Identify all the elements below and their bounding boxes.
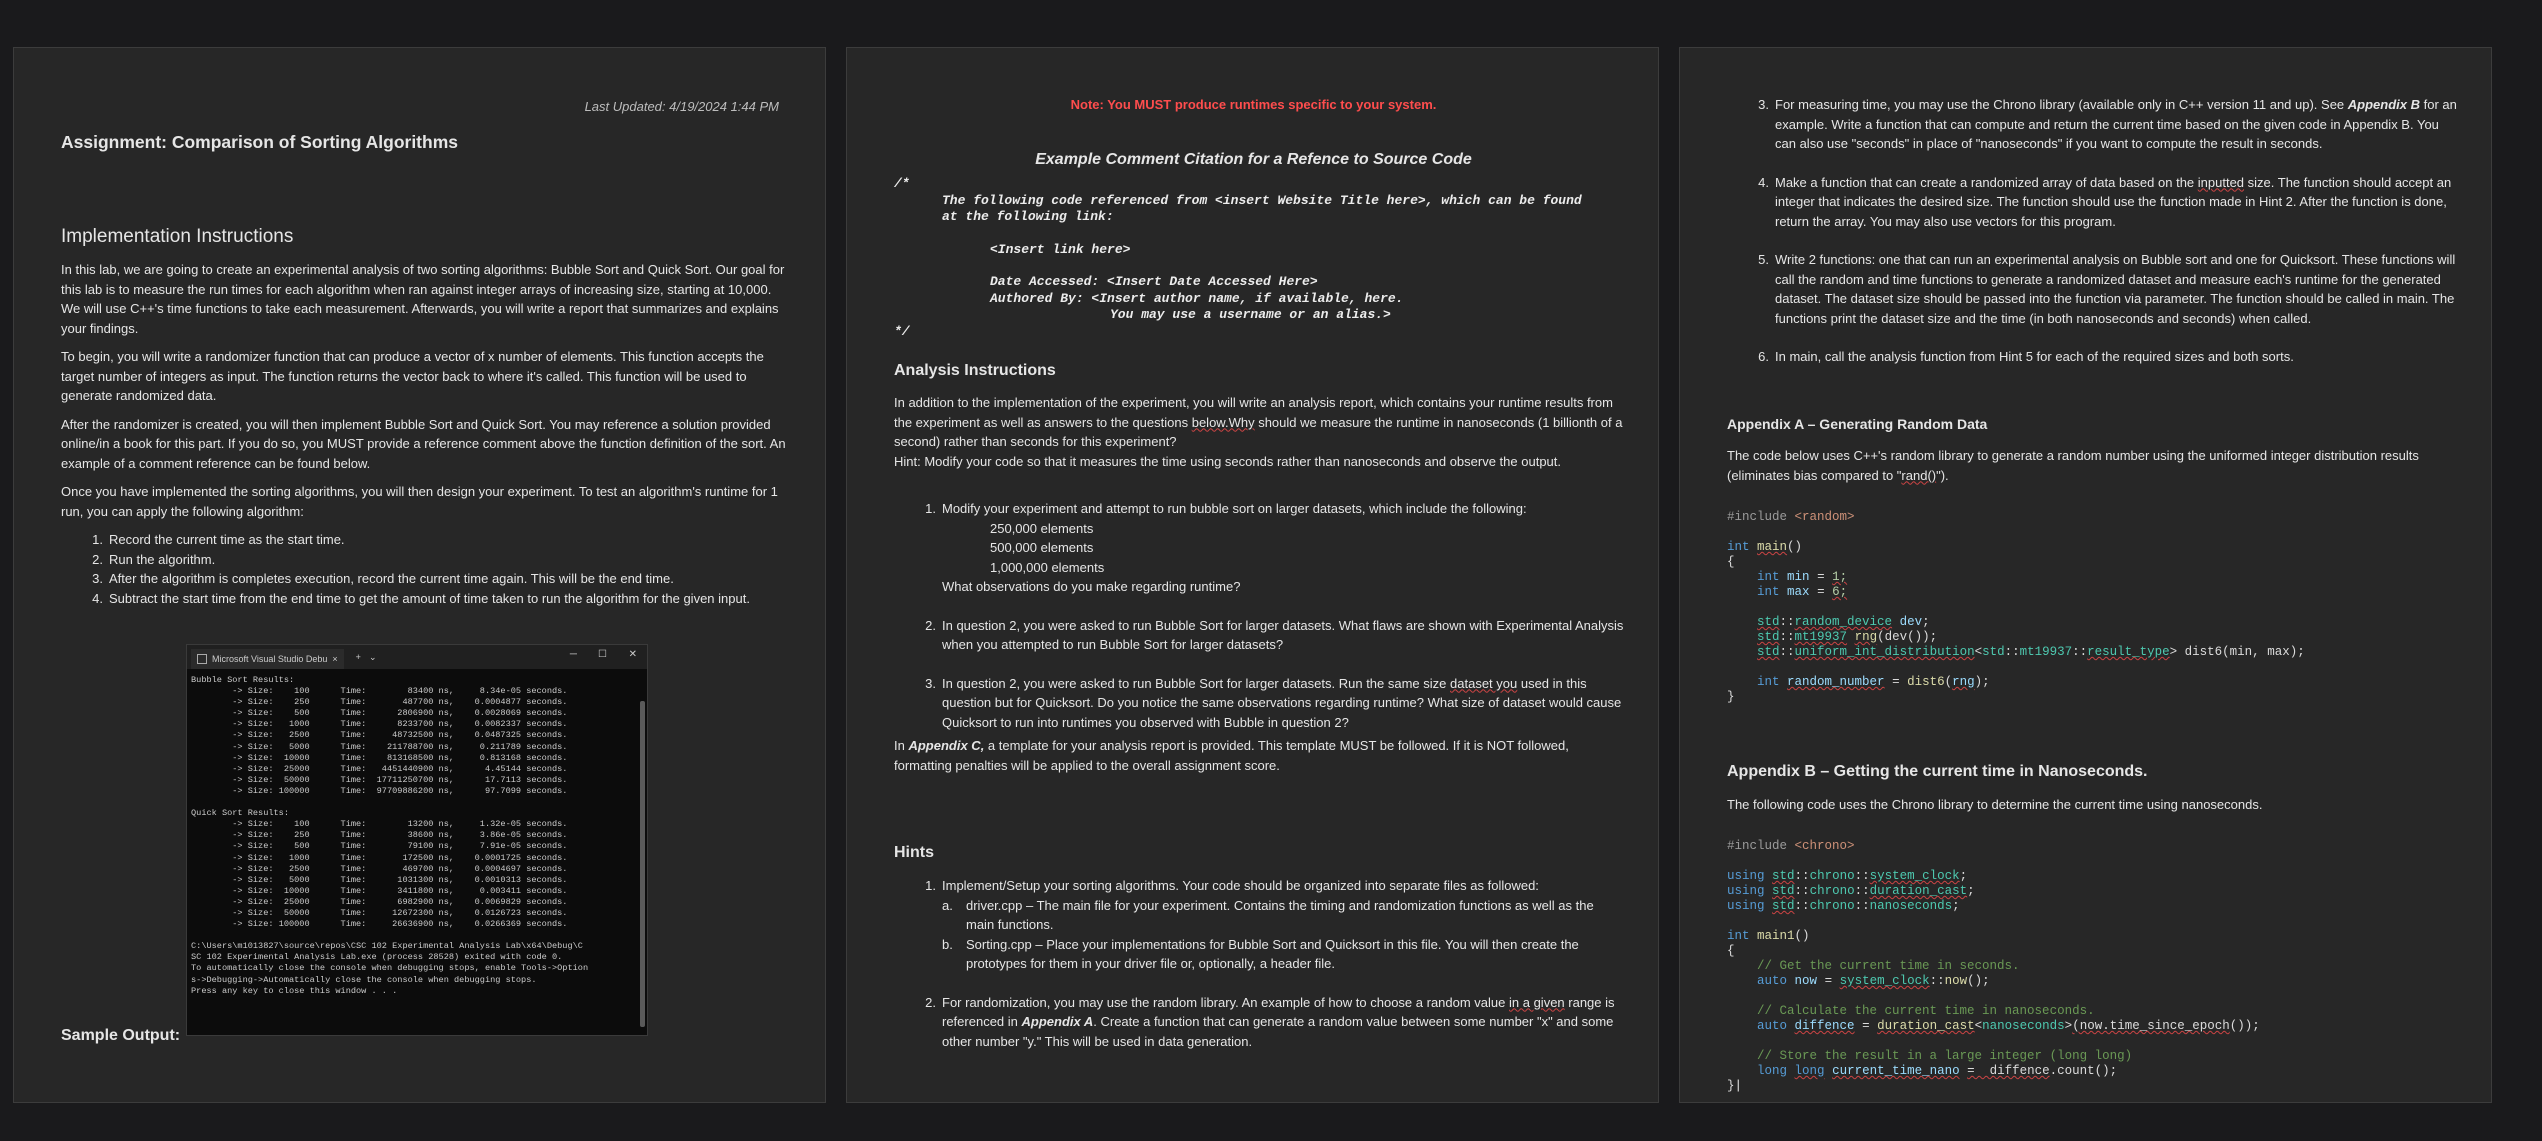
question-followup: What observations do you make regarding runtime? — [942, 579, 1241, 594]
console-output: Bubble Sort Results: -> Size: 100 Time: 83400 ns, 8.34e-05 seconds. -> Size: 250 Time: 487700 ns, 0.0004877 seconds. -> Size: 500 Time: 2806900 ns, 0.0028069 seconds. -> Size: 1000 Time: 8233700 ns, 0.0082337 seconds. -> Size: 2500 Time: 48732500 ns, 0.0487325 seconds. -> Size: 5000 Time: 211788700 ns, 0.211789 seconds. -> Size: 10000 Time: 813168500 ns, 0.813168 seconds. -> Size: 25000 Time: 4451440900 ns, 4.45144 seconds. -> Size: 50000 Time: 17711250700 ns, 17.7113 seconds. -> Size: 100000 Time: 97709886200 ns, 97.7099 seconds. Quick Sort Results: -> Size: 100 Time: 13200 ns, 1.32e-05 seconds. -> Size: 250 Time: 38600 ns, 3.86e-05 seconds. -> Size: 500 Time: 79100 ns, 7.91e-05 seconds. -> Size: 1000 Time: 172500 ns, 0.0001725 seconds. -> Size: 2500 Time: 469700 ns, 0.0004697 seconds. -> Size: 5000 Time: 1031300 ns, 0.0010313 seconds. -> Size: 10000 Time: 3411800 ns, 0.003411 seconds. -> Size: 25000 Time: 6982900 ns, 0.0069829 seconds. -> Size: 50000 Time: 12672300 ns, 0.0126723 seconds. -> Size: 100000 Time: 26636900 ns, 0.0266369 seconds. C:\Users\m1013827\source\repos\CSC 102 Experimental Analysis Lab\x64\Debug\C SC 102 Experimental Analysis Lab.exe (process 28528) exited with code 0. To automatically close the console when debugging stops, enable Tools->Option s->Debugging->Automatically close the console when debugging stops. Press any key to close this window . . . — [191, 675, 589, 996]
sub-list-item: a. driver.cpp – The main file for your experiment. Contains the timing and randomization functions as well as the main functions. — [942, 897, 1594, 932]
implementation-heading: Implementation Instructions — [61, 226, 294, 247]
console-tab — [191, 649, 344, 669]
list-item: 3. For measuring time, you may use the Chrono library (available only in C++ version 11 and up). See Appendix B for an example. Write a function that can compute and return the current time based on the given code in Appendix B. You can also use "seconds" in place of "nanoseconds" if you want to compute the result in seconds. — [1758, 97, 2457, 151]
dataset-size: 500,000 elements — [990, 540, 1094, 555]
implementation-para-2: To begin, you will write a randomizer function that can produce a vector of x number of elements. This function accepts the target number of integers as input. The function returns the vector back to where it's called. This function will be used to generate randomized data. — [61, 349, 764, 403]
comment-line: The following code referenced from <insert Website Title here>, which can be found — [942, 192, 1582, 208]
comment-link: <Insert link here> — [990, 241, 1131, 257]
comment-close: */ — [894, 323, 910, 339]
list-item: 2. Run the algorithm. — [92, 551, 216, 567]
list-item: 2. For randomization, you may use the random library. An example of how to choose a random value in a given range is referenced in Appendix A. Create a function that can generate a random value between some number "x" and some other number "y." This will be used in data generation. — [925, 994, 1615, 1049]
appendix-c-note: In Appendix C, a template for your analysis report is provided. This template MUST be followed. If it is NOT followed, formatting penalties will be applied to the overall assignment score. — [894, 738, 1569, 773]
appendix-a-paragraph: The code below uses C++'s random library to generate a random number using the uniformed integer distribution results (eliminates bias compared to "rand()"). — [1727, 448, 2419, 483]
document-title: Assignment: Comparison of Sorting Algorithms — [61, 132, 458, 152]
console-window-screenshot — [186, 644, 648, 1036]
comment-open: /* — [894, 176, 910, 191]
list-item: 1. Implement/Setup your sorting algorithms. Your code should be organized into separate files as followed: a. driver.cpp – The main file for your experiment. Contains the timing and randomization functions as well as the main functions. b. Sorting.cpp – Place your implementations for Bubble Sort and Quicksort in this file. You will then create the prototypes for them in your driver file or, optionally, a header file. — [942, 876, 1624, 974]
appendix-a-heading: Appendix A – Generating Random Data — [1727, 416, 1988, 432]
comment-author: Authored By: <Insert author name, if available, here. — [990, 290, 1404, 306]
implementation-para-1: In this lab, we are going to create an experimental analysis of two sorting algorithms: Bubble Sort and Quick Sort. Our goal for this lab is to measure the run times for each algorithm when ran against integer arrays of increasing size, starting at 10,000. We will use C++'s time functions to take each measurement. Afterwards, you will write a report that summarizes and explains your findings. — [61, 262, 785, 336]
document-page-3 — [1679, 47, 2492, 1103]
analysis-heading: Analysis Instructions — [894, 362, 1056, 379]
console-tab-title: Microsoft Visual Studio Debu — [212, 654, 328, 664]
hints-list — [894, 876, 1624, 1051]
window-close-icon: ✕ — [628, 649, 637, 660]
list-item: 3. In question 2, you were asked to run Bubble Sort for larger datasets. Run the same size dataset you used in this question but for Quicksort. Do you notice the same observations regarding runtime? What size of dataset would cause Quicksort to run into runtimes you observed with Bubble in question 2? — [925, 675, 1622, 730]
comment-date: Date Accessed: <Insert Date Accessed Here> — [990, 274, 1318, 289]
minimize-icon: ─ — [569, 649, 577, 660]
appendix-b-heading: Appendix B – Getting the current time in Nanoseconds. — [1727, 763, 2148, 780]
maximize-icon: ☐ — [598, 649, 607, 660]
list-item: 2. In question 2, you were asked to run Bubble Sort for larger datasets. What flaws are shown with Experimental Analysis when you attempted to run Bubble Sort for larger datasets? — [925, 617, 1624, 652]
comment-line: at the following link: — [942, 209, 1114, 224]
dataset-size: 1,000,000 elements — [990, 559, 1105, 575]
sub-list-item: b. Sorting.cpp – Place your implementations for Bubble Sort and Quicksort in this file. You will then create the prototypes for them in your driver file or, optionally, a header file. — [942, 936, 1579, 971]
analysis-questions — [894, 499, 1624, 732]
document-page-1 — [13, 47, 826, 1103]
terminal-icon — [197, 654, 207, 664]
implementation-para-4: Once you have implemented the sorting algorithms, you will then design your experiment. To test an algorithm's runtime for 1 run, you can apply the following algorithm: — [61, 484, 778, 519]
appendix-b-paragraph: The following code uses the Chrono library to determine the current time using nanoseconds. — [1727, 797, 2263, 812]
comment-alias: You may use a username or an alias.> — [1110, 307, 1391, 322]
appendix-a-code: #include <random> int main() { int min = 1; int max = 6; std::random_device dev; std::mt19937 rng(dev()); std::uniform_int_distribution<std::mt19937::result_type> dist6(min, max); int random_number = dist6(rng); } — [1727, 510, 2305, 704]
system-note: Note: You MUST produce runtimes specific to your system. — [1070, 97, 1437, 112]
implementation-para-3: After the randomizer is created, you will then implement Bubble Sort and Quick Sort. You may reference a solution provided online/in a book for this part. If you do so, you MUST provide a reference comment above the function definition of the sort. An example of a comment reference can be found below. — [61, 416, 786, 471]
list-item: 6. In main, call the analysis function from Hint 5 for each of the required sizes and both sorts. — [1758, 349, 2294, 364]
list-item: 1. Modify your experiment and attempt to run bubble sort on larger datasets, which include the following: 250,000 elements 500,000 elements 1,000,000 elements What observations do you make regarding runtime? — [942, 499, 1624, 597]
appendix-b-code: #include <chrono> using std::chrono::system_clock; using std::chrono::duration_cast; using std::chrono::nanoseconds; int main1() { // Get the current time in seconds. auto now = system_clock::now(); // Calculate the current time in nanoseconds. auto diffence = duration_cast<nanoseconds>(now.time_since_epoch()); // Store the result in a large integer (long long) long long current_time_nano = diffence.count(); }| — [1727, 839, 2260, 1093]
tab-close-icon: × — [332, 654, 338, 664]
citation-heading: Example Comment Citation for a Refence to Source Code — [1035, 151, 1472, 168]
timing-steps-list — [61, 530, 791, 608]
sample-output-label: Sample Output: — [61, 1027, 181, 1044]
last-updated: Last Updated: 4/19/2024 1:44 PM — [584, 99, 779, 114]
list-item: 3. After the algorithm is completes execution, record the current time again. This will be the end time. — [92, 571, 674, 586]
document-page-2 — [846, 47, 1659, 1103]
analysis-hint: Hint: Modify your code so that it measures the time using seconds rather than nanoseconds and observe the output. — [894, 453, 1561, 469]
list-item: 4. Subtract the start time from the end time to get the amount of time taken to run the algorithm for the given input. — [92, 590, 750, 606]
new-tab-icon: + — [355, 652, 361, 662]
list-item: 1. Record the current time as the start time. — [92, 532, 345, 547]
citation-comment-block — [894, 176, 1582, 340]
analysis-paragraph: In addition to the implementation of the experiment, you will write an analysis report, which contains your runtime results from the experiment as well as answers to the questions below.Why should we measure the runtime in nanoseconds (1 billionth of a second) rather than seconds for this experiment? — [894, 395, 1623, 449]
list-item: 5. Write 2 functions: one that can run an experimental analysis on Bubble sort and one for Quicksort. These functions will call the random and time functions to generate a randomized dataset and measure each's runtime for the generated dataset. The dataset size should be passed into the function via parameter. The function should be called in main. The functions print the dataset size and the time (in both nanoseconds and seconds) when called. — [1758, 252, 2456, 326]
dataset-size: 250,000 elements — [990, 520, 1094, 536]
hints-list-continued — [1727, 95, 2457, 367]
tab-dropdown-icon: ⌄ — [368, 651, 377, 662]
hints-heading: Hints — [894, 844, 934, 861]
list-item: 4. Make a function that can create a randomized array of data based on the inputted size. The function should accept an integer that indicates the desired size. The function should use the function made in Hint 2. After the function is done, return the array. You may also use vectors for this program. — [1758, 174, 2452, 229]
console-titlebar — [187, 645, 647, 669]
console-scrollbar — [640, 701, 645, 1027]
